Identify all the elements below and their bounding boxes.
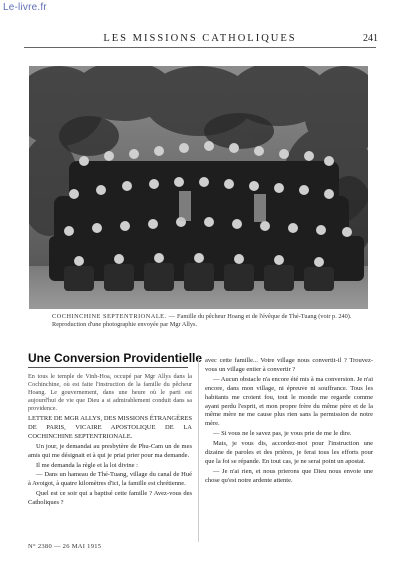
title-rule (28, 367, 188, 368)
issue-footer: N° 2380 — 26 MAI 1915 (28, 543, 102, 550)
group-photograph (29, 66, 368, 309)
column-divider (198, 357, 199, 542)
watermark: Le-livre.fr (3, 2, 47, 13)
right-column (205, 357, 373, 487)
caption-text: Famille du pêcheur Hoang et de l'évêque de Thé-Tuang (voir p. 240). (177, 313, 352, 320)
left-paragraph: — Dans un hameau de Thé-Tuang, village du canal de Hué à Avoigot, à quatre kilomètres d'ici, la famille est chrétienne. (28, 471, 192, 488)
left-paragraph: Il me demanda la règle et la loi divine : (36, 461, 138, 469)
photo-illustration (29, 66, 368, 309)
page-number: 241 (363, 33, 378, 44)
right-paragraph: — Si vous ne le savez pas, je vous prie de me le dire. (213, 430, 352, 438)
left-paragraph: Quel est ce soir qui a baptisé cette famille ? Avez-vous des Catholiques ? (28, 490, 192, 507)
right-paragraph: — Je n'ai rien, et nous prierons que Dieu nous envoie une chose qu'est notre ardente attente. (205, 467, 373, 484)
caption-place: COCHINCHINE SEPTENTRIONALE. — (52, 313, 176, 320)
right-paragraph: — Aucun obstacle n'a encore été mis à ma conversion. Je n'ai encore, dans mon village, ni épreuve ni souffrance. Tous les habitants me croient fou, tout le monde me regarde comme ayant perdu l'esprit, et mon propre frère du même père et de la même mère ne me cause plus rien sans la permission de notre mère. (205, 375, 373, 428)
article-author-line: LETTRE DE MGR ALLYS, DES MISSIONS ÉTRANGÈRES DE PARIS, VICAIRE APOSTOLIQUE DE LA COCHINCHINE SEPTENTRIONALE. (28, 415, 192, 440)
left-paragraph: Un jour, je demandai au presbytère de Phu-Cam un de mes amis qui me désignait et à qui je priai prier pour ma demande. (28, 442, 192, 459)
right-paragraph: Mais, je vous dis, accordez-moi pour l'instruction une dizaine de paroles et des prières, je ferai tous les efforts pour que la foi se répande. En tout cas, je ne serai point un apostat. (205, 440, 373, 465)
article-title: Une Conversion Providentielle (28, 351, 203, 365)
left-column (28, 373, 192, 509)
photo-caption (52, 313, 372, 330)
article-intro: En tous le temple de Vinh-Hoa, occupé par Mgr Allys dans la Cochinchine, où est faite l'instruction de la famille du pêcheur Hoang. Le gouvernement, dans une heure où le parti est aujourd'hui de vie que Dieu a si admirablement conduit dans sa providence. (28, 373, 192, 412)
right-paragraph: avec cette famille... Votre village nous convertit-il ? Trouvez-vous un village entier à convertir ? (205, 357, 373, 373)
caption-credit: Reproduction d'une photographie envoyée par Mgr Allys. (52, 321, 198, 329)
running-title: LES MISSIONS CATHOLIQUES (103, 33, 297, 44)
header-rule (24, 47, 376, 48)
